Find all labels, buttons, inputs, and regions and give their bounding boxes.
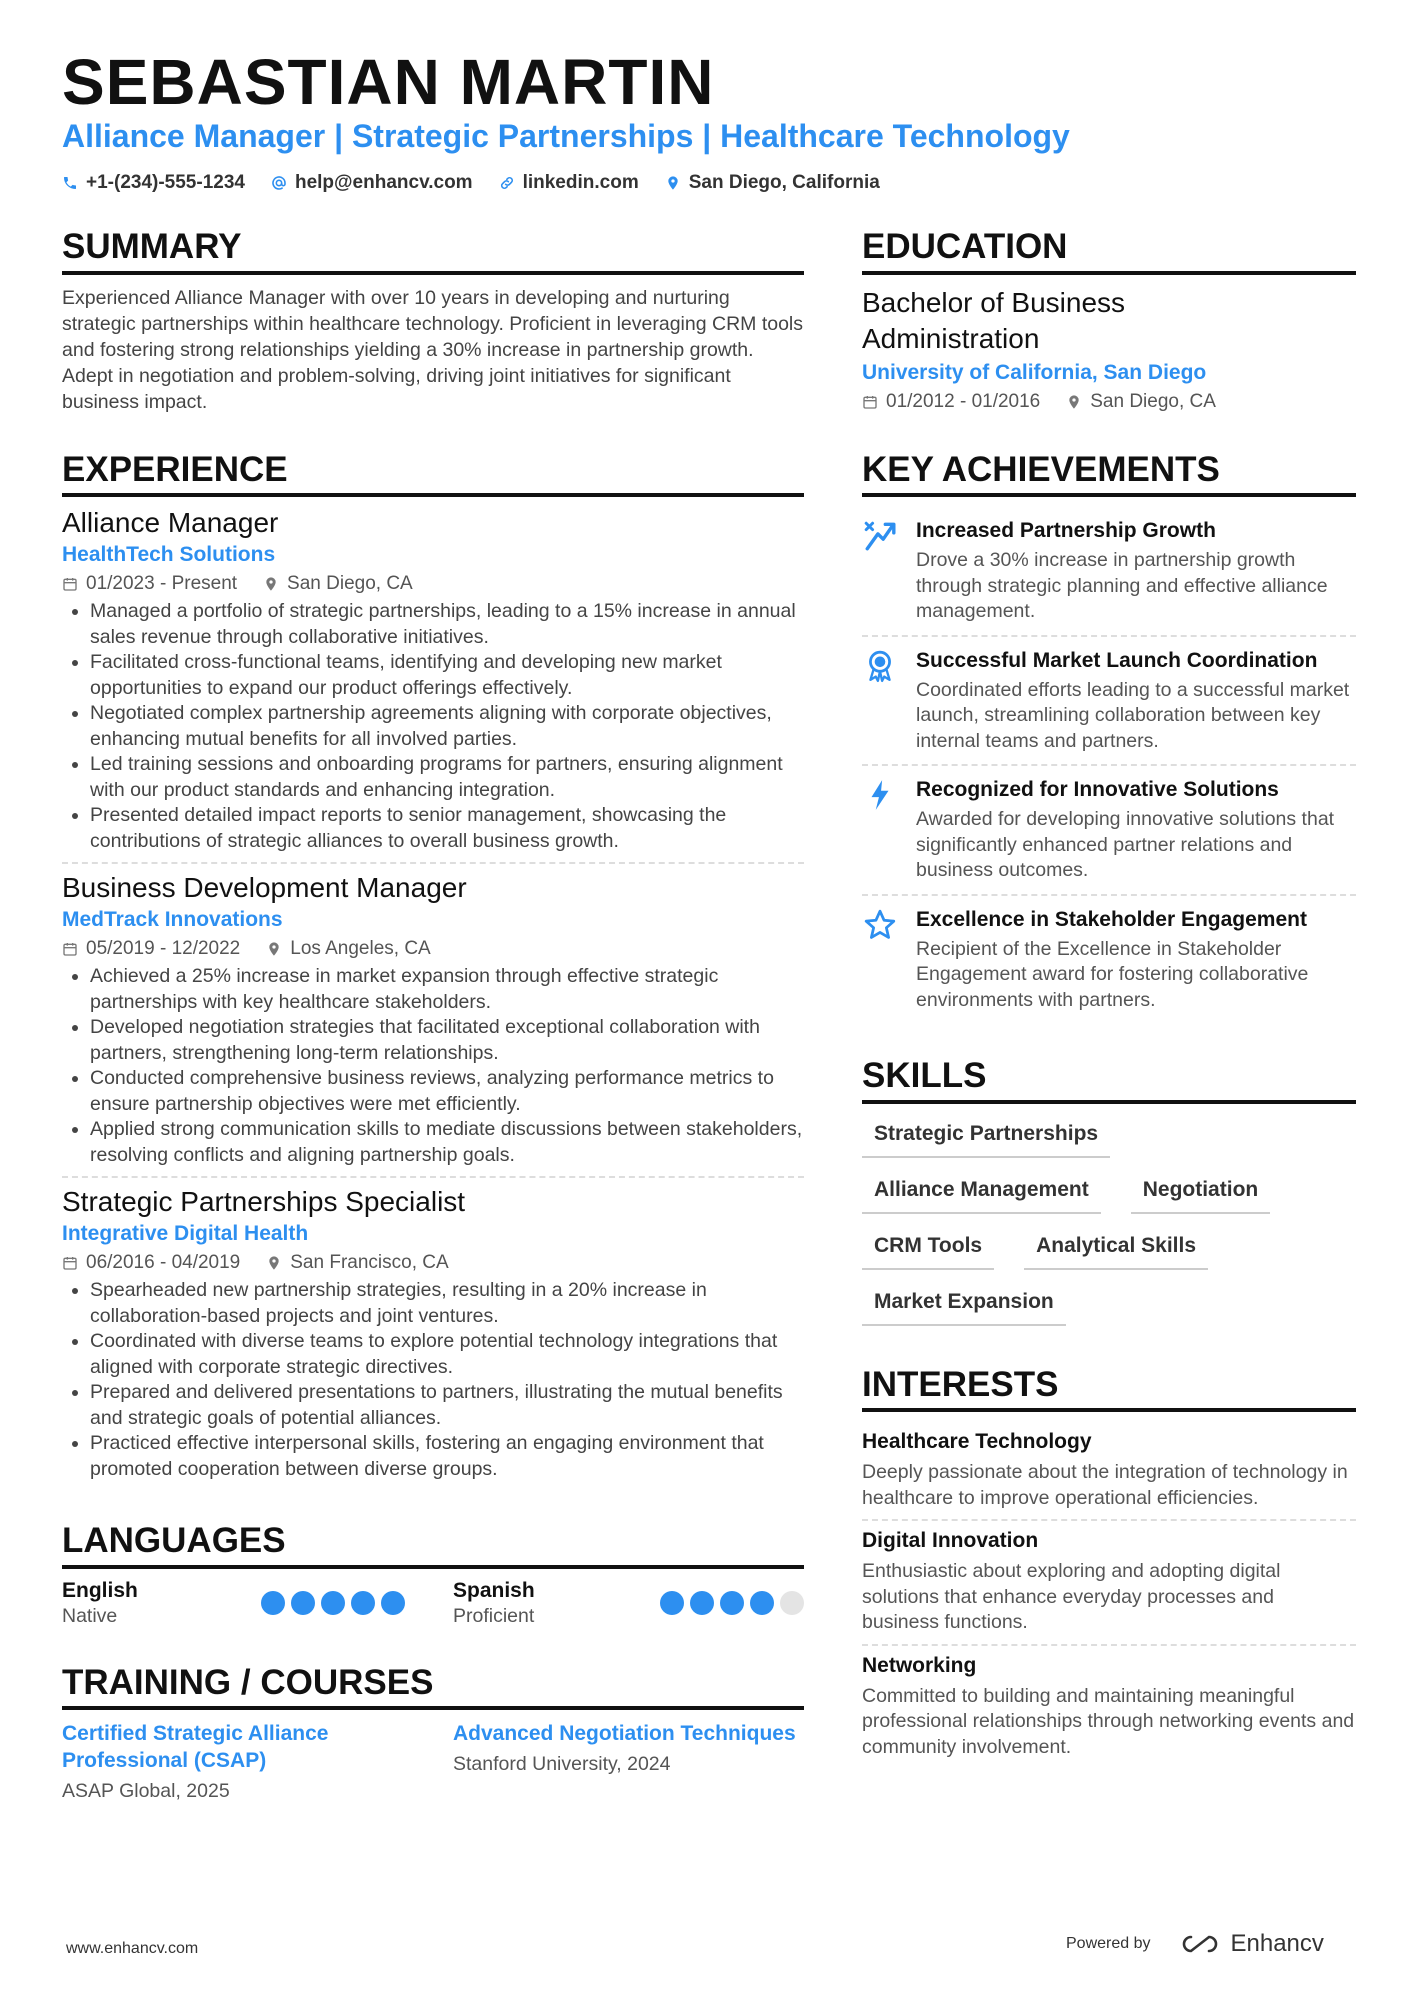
interest-item <box>862 1519 1356 1644</box>
skill-tag: CRM Tools <box>862 1228 994 1270</box>
bullet-item: • Managed a portfolio of strategic partnerships, leading to a 15% increase in annual sales revenue through collaborative initiatives. <box>90 599 804 650</box>
calendar-icon <box>62 941 78 957</box>
bullet-item: • Coordinated with diverse teams to explore potential technology integrations that aligned with corporate strategic directives. <box>90 1329 804 1380</box>
summary-section <box>62 228 804 415</box>
bullet-item: • Practiced effective interpersonal skills, fostering an engaging environment that promoted cooperation between diverse groups. <box>90 1431 804 1482</box>
rating-dot-filled <box>351 1591 375 1615</box>
achievement-desc: Recipient of the Excellence in Stakeholder Engagement award for fostering collaborative environments with partners. <box>916 937 1309 1011</box>
bullet-item: • Conducted comprehensive business reviews, analyzing performance metrics to ensure partnership objectives were met efficiently. <box>90 1066 804 1117</box>
course-item <box>62 1720 433 1803</box>
right-column <box>862 228 1356 1768</box>
bullet-item: • Prepared and delivered presentations to partners, illustrating the mutual benefits and strategic goals of potential alliances. <box>90 1380 804 1431</box>
job-dates: 01/2023 - Present <box>86 573 238 594</box>
divider <box>62 1176 804 1178</box>
star-icon <box>863 908 897 942</box>
course-title: Advanced Negotiation Techniques <box>453 1722 796 1745</box>
candidate-title: Alliance Manager | Strategic Partnerships | Healthcare Technology <box>62 118 1070 154</box>
contact-linkedin[interactable] <box>499 172 639 194</box>
experience-heading: EXPERIENCE <box>62 451 804 498</box>
training-heading: TRAINING / COURSES <box>62 1664 804 1711</box>
interest-title: Networking <box>862 1653 977 1677</box>
skills-list <box>862 1116 1322 1326</box>
language-level: Proficient <box>453 1604 535 1627</box>
email-text: help@enhancv.com <box>294 172 473 193</box>
job-location: Los Angeles, CA <box>290 938 431 959</box>
left-column <box>62 228 804 1803</box>
skill-tag: Negotiation <box>1131 1172 1271 1214</box>
rating-dot-filled <box>660 1591 684 1615</box>
languages-list <box>62 1579 804 1628</box>
school-name: University of California, San Diego <box>862 360 1207 384</box>
powered-by-label: Powered by <box>1066 1935 1151 1952</box>
contact-location <box>665 172 880 194</box>
location-text: San Diego, California <box>688 172 880 193</box>
language-name: English <box>62 1578 138 1602</box>
achievements-section <box>862 451 1356 1024</box>
bullet-item: • Developed negotiation strategies that facilitated exceptional collaboration with partners, strengthening long-term relationships. <box>90 1015 804 1066</box>
link-icon <box>499 175 515 191</box>
enhancv-logo[interactable] <box>1177 1930 1324 1958</box>
lightning-icon <box>863 778 897 812</box>
rating-dot-filled <box>261 1591 285 1615</box>
courses-list <box>62 1720 804 1803</box>
location-pin-icon <box>1066 394 1082 410</box>
language-level: Native <box>62 1604 118 1627</box>
achievement-desc: Coordinated efforts leading to a successful market launch, streamlining collaboration between key internal teams and partners. <box>916 678 1350 752</box>
job-location: San Diego, CA <box>287 573 413 594</box>
skills-section <box>862 1057 1356 1326</box>
achievement-desc: Awarded for developing innovative solutions that significantly enhanced partner relations and business outcomes. <box>916 808 1335 881</box>
skills-heading: SKILLS <box>862 1057 1356 1104</box>
summary-heading: SUMMARY <box>62 228 804 275</box>
interest-desc: Deeply passionate about the integration of technology in healthcare to improve operational efficiencies. <box>862 1461 1348 1509</box>
education-location: San Diego, CA <box>1090 390 1216 412</box>
job-meta <box>62 938 804 960</box>
achievement-desc: Drove a 30% increase in partnership growth through strategic planning and effective alliance management. <box>916 549 1328 622</box>
course-title: Certified Strategic Alliance Professional (CSAP) <box>62 1722 329 1772</box>
rating-dot-filled <box>381 1591 405 1615</box>
job-title: Strategic Partnerships Specialist <box>62 1186 466 1217</box>
achievement-title: Increased Partnership Growth <box>916 519 1216 542</box>
location-pin-icon <box>266 1255 282 1271</box>
interests-section <box>862 1366 1356 1769</box>
location-pin-icon <box>263 576 279 592</box>
degree-title: Bachelor of Business Administration <box>862 286 1126 354</box>
languages-section <box>62 1522 804 1628</box>
location-pin-icon <box>266 941 282 957</box>
calendar-icon <box>862 394 878 410</box>
job-bullets <box>62 599 804 854</box>
calendar-icon <box>62 576 78 592</box>
education-section <box>862 228 1356 413</box>
rating-dot-empty <box>780 1591 804 1615</box>
interest-desc: Committed to building and maintaining meaningful professional relationships through networking events and community involvement. <box>862 1684 1355 1758</box>
course-item <box>433 1720 804 1803</box>
course-source: ASAP Global, 2025 <box>62 1780 230 1802</box>
contact-email[interactable] <box>271 172 473 194</box>
location-pin-icon <box>665 175 681 191</box>
interest-desc: Enthusiastic about exploring and adopting digital solutions that enhance everyday processes and business functions. <box>862 1560 1281 1633</box>
skill-tag: Analytical Skills <box>1024 1228 1208 1270</box>
rating-dot-filled <box>750 1591 774 1615</box>
footer-website[interactable]: www.enhancv.com <box>66 1940 199 1957</box>
education-heading: EDUCATION <box>862 228 1356 275</box>
course-source: Stanford University, 2024 <box>453 1753 671 1775</box>
linkedin-text: linkedin.com <box>522 172 639 193</box>
achievement-item <box>862 894 1356 1024</box>
bullet-item: • Achieved a 25% increase in market expansion through effective strategic partnerships with key healthcare stakeholders. <box>90 964 804 1015</box>
job-meta <box>62 573 804 595</box>
achievement-item <box>862 764 1356 894</box>
rating-dot-filled <box>720 1591 744 1615</box>
rating-dot-filled <box>321 1591 345 1615</box>
experience-section <box>62 451 804 1483</box>
summary-text: Experienced Alliance Manager with over 10 years in developing and nurturing strategic partnerships within healthcare technology. Proficient in leveraging CRM tools and fostering strong relationships yielding a 30% increase in partnership growth. Adept in negotiation and problem-solving, driving joint initiatives for significant business impact. <box>62 286 804 413</box>
interests-heading: INTERESTS <box>862 1366 1356 1413</box>
language-rating <box>660 1591 804 1615</box>
interest-item <box>862 1644 1356 1769</box>
phone-icon <box>62 175 78 191</box>
achievement-title: Successful Market Launch Coordination <box>916 648 1318 672</box>
job-entry <box>62 1186 804 1482</box>
bullet-item: • Facilitated cross-functional teams, identifying and developing new market opportunities to expand our product offerings effectively. <box>90 650 804 701</box>
at-icon <box>271 175 287 191</box>
skill-tag: Alliance Management <box>862 1172 1101 1214</box>
contact-bar <box>62 172 880 194</box>
job-location: San Francisco, CA <box>290 1252 449 1273</box>
rating-dot-filled <box>291 1591 315 1615</box>
job-bullets <box>62 964 804 1168</box>
job-title: Business Development Manager <box>62 872 467 903</box>
company-name: HealthTech Solutions <box>62 543 276 566</box>
language-name: Spanish <box>453 1578 535 1602</box>
company-name: Integrative Digital Health <box>62 1222 309 1245</box>
rating-dot-filled <box>690 1591 714 1615</box>
candidate-name: SEBASTIAN MARTIN <box>62 46 715 118</box>
skill-tag: Strategic Partnerships <box>862 1116 1110 1158</box>
education-meta <box>862 391 1356 413</box>
company-name: MedTrack Innovations <box>62 908 283 931</box>
bullet-item: • Spearheaded new partnership strategies, resulting in a 20% increase in collaboration-based projects and joint ventures. <box>90 1278 804 1329</box>
achievement-title: Recognized for Innovative Solutions <box>916 778 1279 801</box>
job-dates: 05/2019 - 12/2022 <box>86 938 241 959</box>
job-bullets <box>62 1278 804 1482</box>
job-dates: 06/2016 - 04/2019 <box>86 1252 241 1273</box>
phone-text: +1-(234)-555-1234 <box>86 172 245 193</box>
interest-title: Healthcare Technology <box>862 1430 1092 1453</box>
growth-icon <box>863 519 897 553</box>
training-section <box>62 1664 804 1804</box>
award-ribbon-icon <box>863 649 897 683</box>
calendar-icon <box>62 1255 78 1271</box>
job-title: Alliance Manager <box>62 507 279 538</box>
skill-tag: Market Expansion <box>862 1284 1066 1326</box>
brand-name: Enhancv <box>1230 1930 1324 1957</box>
job-entry <box>62 507 804 854</box>
bullet-item: • Negotiated complex partnership agreements aligning with corporate objectives, enhancing mutual benefits for all involved parties. <box>90 701 804 752</box>
achievements-heading: KEY ACHIEVEMENTS <box>862 451 1356 498</box>
interest-title: Digital Innovation <box>862 1529 1039 1552</box>
bullet-item: • Presented detailed impact reports to senior management, showcasing the contributions of strategic alliances to overall business growth. <box>90 803 804 854</box>
achievement-item <box>862 635 1356 765</box>
language-item <box>62 1579 433 1628</box>
language-rating <box>261 1591 405 1615</box>
achievement-title: Excellence in Stakeholder Engagement <box>916 907 1307 931</box>
bullet-item: • Applied strong communication skills to mediate discussions between stakeholders, resolving conflicts and aligning partnership goals. <box>90 1117 804 1168</box>
interest-item <box>862 1422 1356 1519</box>
job-entry <box>62 872 804 1168</box>
divider <box>62 862 804 864</box>
achievement-item <box>862 507 1356 635</box>
footer-branding <box>1066 1930 1324 1958</box>
contact-phone[interactable] <box>62 172 245 194</box>
bullet-item: • Led training sessions and onboarding programs for partners, ensuring alignment with our product standards and enhancing integration. <box>90 752 804 803</box>
language-item <box>433 1579 804 1628</box>
education-dates: 01/2012 - 01/2016 <box>886 390 1041 412</box>
enhancv-logo-icon <box>1177 1932 1223 1956</box>
job-meta <box>62 1252 804 1274</box>
languages-heading: LANGUAGES <box>62 1522 804 1569</box>
